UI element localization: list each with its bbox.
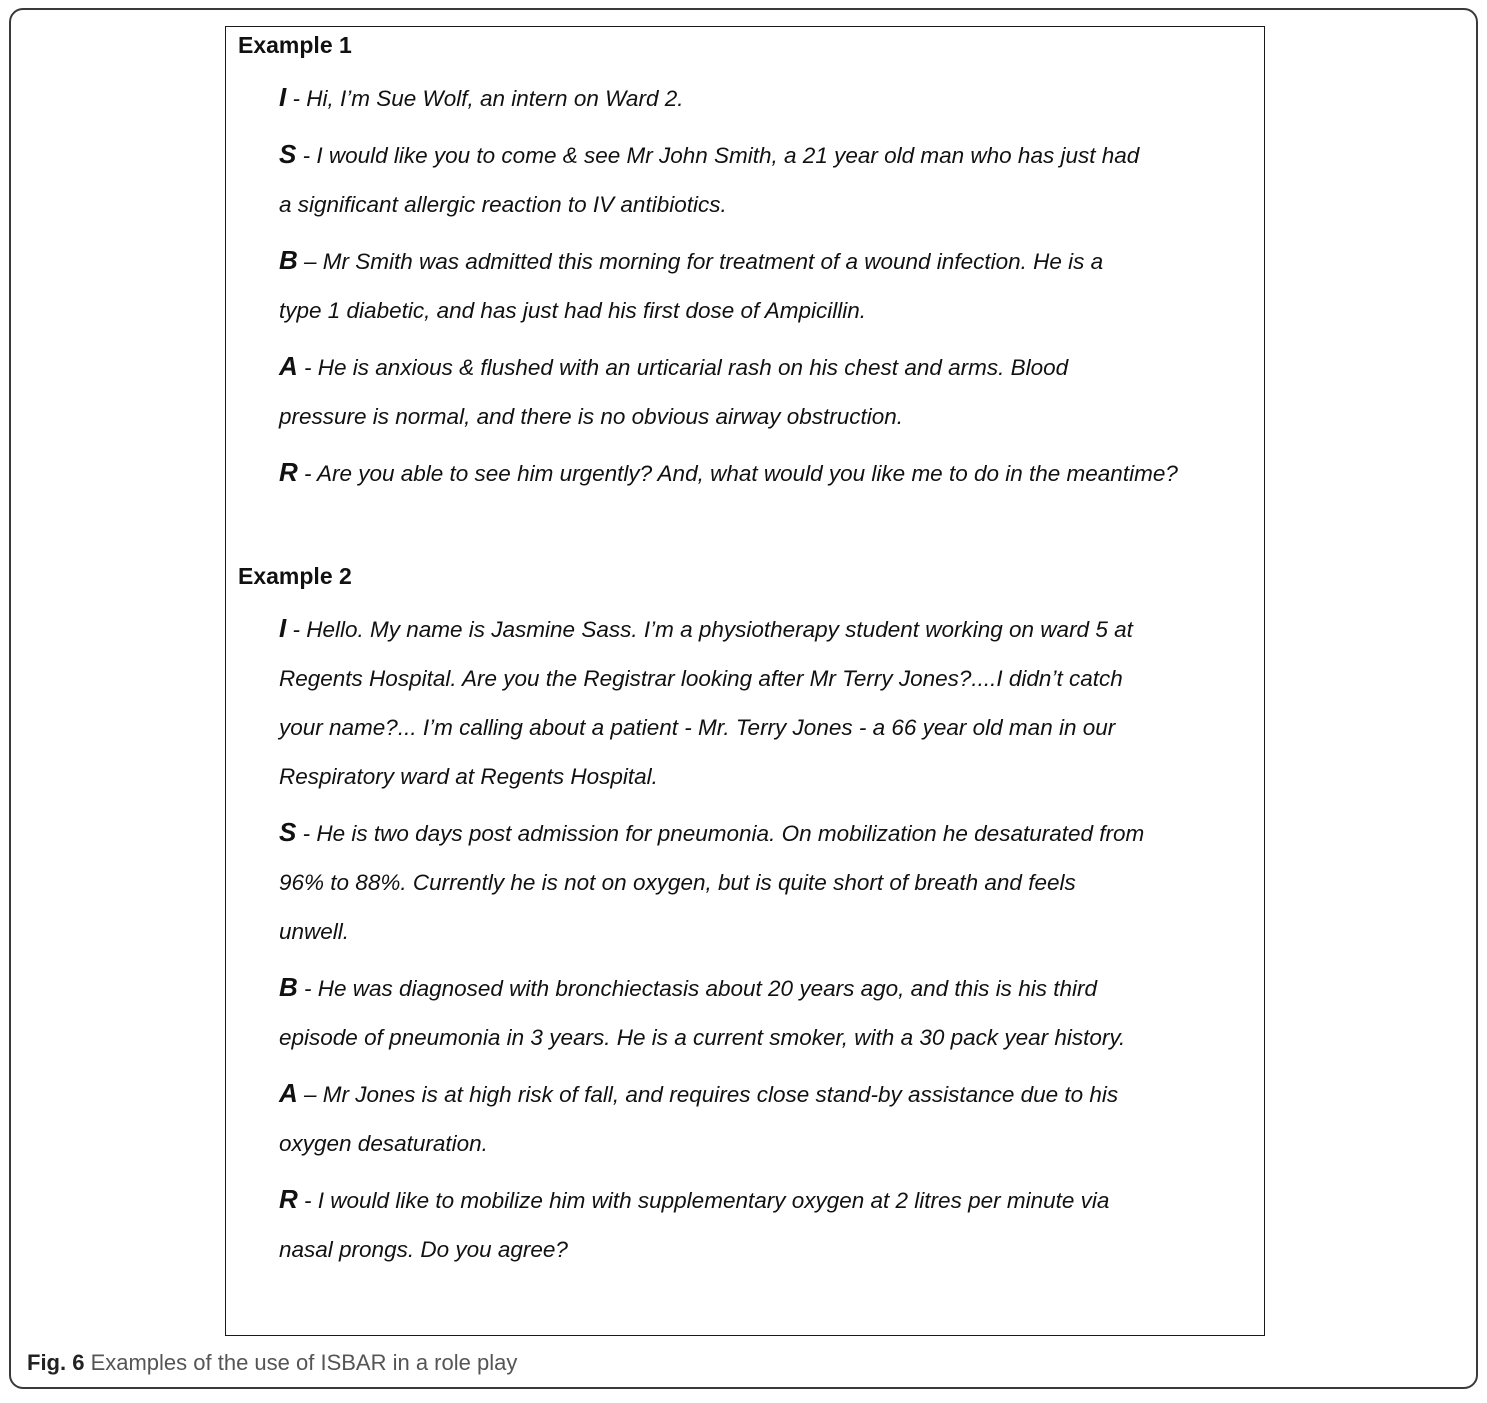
isbar-letter-r: R [279, 1184, 298, 1214]
figure-label: Fig. 6 [27, 1350, 85, 1375]
example-1-situation-line-1: S - I would like you to come & see Mr John Smith, a 21 year old man who has just had [279, 139, 1140, 169]
isbar-letter-s: S [279, 817, 297, 847]
example-2-situation-line-3: unwell. [279, 919, 350, 944]
example-2-background-line-2: episode of pneumonia in 3 years. He is a current smoker, with a 30 pack year history. [279, 1025, 1126, 1050]
example-1-assessment-line-1: A - He is anxious & flushed with an urticarial rash on his chest and arms. Blood [279, 351, 1069, 381]
example-2-identify-line-1: I - Hello. My name is Jasmine Sass. I’m a physiotherapy student working on ward 5 at [279, 613, 1133, 643]
figure-caption [27, 1350, 517, 1376]
example-2-assessment-line-1: A – Mr Jones is at high risk of fall, and requires close stand-by assistance due to his [279, 1078, 1119, 1108]
example-1-identify-line-1: I - Hi, I’m Sue Wolf, an intern on Ward 2. [279, 82, 684, 112]
isbar-letter-i: I [279, 82, 287, 112]
isbar-letter-b: B [279, 245, 298, 275]
example-2-heading: Example 2 [238, 563, 352, 589]
example-2-recommendation-line-2: nasal prongs. Do you agree? [279, 1237, 568, 1262]
isbar-letter-i: I [279, 613, 287, 643]
isbar-letter-b: B [279, 972, 298, 1002]
example-2-identify-line-4: Respiratory ward at Regents Hospital. [279, 764, 658, 789]
example-1-assessment-line-2: pressure is normal, and there is no obvious airway obstruction. [279, 404, 904, 429]
figure-caption-text: Examples of the use of ISBAR in a role play [84, 1350, 518, 1375]
isbar-letter-a: A [279, 1078, 298, 1108]
example-2-identify-line-2: Regents Hospital. Are you the Registrar looking after Mr Terry Jones?....I didn’t catch [279, 666, 1123, 691]
isbar-letter-a: A [279, 351, 298, 381]
example-2-situation-line-1: S - He is two days post admission for pneumonia. On mobilization he desaturated from [279, 817, 1145, 847]
example-2-recommendation-line-1: R - I would like to mobilize him with supplementary oxygen at 2 litres per minute via [279, 1184, 1110, 1214]
example-2-background-line-1: B - He was diagnosed with bronchiectasis about 20 years ago, and this is his third [279, 972, 1097, 1002]
example-1-background-line-1: B – Mr Smith was admitted this morning for treatment of a wound infection. He is a [279, 245, 1104, 275]
example-2-identify-line-3: your name?... I’m calling about a patient - Mr. Terry Jones - a 66 year old man in our [279, 715, 1116, 740]
example-2-assessment-line-2: oxygen desaturation. [279, 1131, 488, 1156]
example-2-situation-line-2: 96% to 88%. Currently he is not on oxygen, but is quite short of breath and feels [279, 870, 1076, 895]
example-1-recommendation-line-1: R - Are you able to see him urgently? And, what would you like me to do in the meantime? [279, 457, 1178, 487]
example-1-situation-line-2: a significant allergic reaction to IV antibiotics. [279, 192, 727, 217]
example-1-background-line-2: type 1 diabetic, and has just had his first dose of Ampicillin. [279, 298, 866, 323]
isbar-examples-box [225, 26, 1265, 1336]
isbar-letter-r: R [279, 457, 298, 487]
isbar-letter-s: S [279, 139, 297, 169]
example-1-heading: Example 1 [238, 32, 352, 58]
